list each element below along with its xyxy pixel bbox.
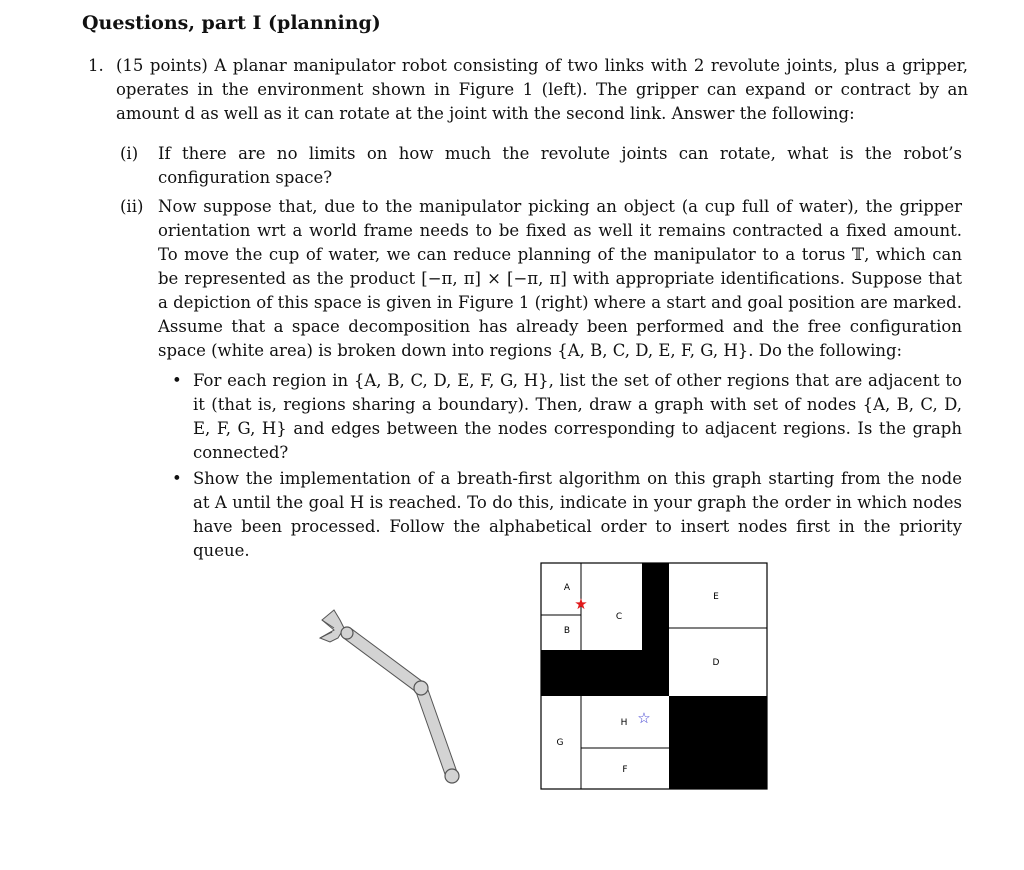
bullet-item: [172, 369, 962, 465]
part-ii-text: Now suppose that, due to the manipulator picking an object (a cup full of water), the gripper orientation wrt a world frame needs to be fixed as well it remains contracted a fixed amount. To move the cup of water, we can reduce planning of the manipulator to a torus 𝕋, which can be represented as the product [−π, π] × [−π, π] with appropriate identifications. Suppose that a depiction of this space is given in Figure 1 (right) where a start and goal position are marked. Assume that a space decomposition has already been performed and the free configuration space (white area) is broken down into regions {A, B, C, D, E, F, G, H}. Do the following:: [158, 197, 962, 360]
region-label-h: H: [620, 718, 628, 728]
region-label-c: C: [615, 612, 623, 622]
bullet-text: Show the implementation of a breath-first algorithm on this graph starting from the node at A until the goal H is reached. To do this, indicate in your graph the order in which nodes have been processed. Follow the alphabetical order to insert nodes first in the priority queue.: [193, 469, 962, 560]
question-number: 1.: [88, 56, 104, 75]
bullet-icon: •: [172, 469, 182, 488]
base-joint: [445, 769, 459, 783]
gripper-joint: [341, 627, 353, 639]
obstacle: [541, 650, 669, 696]
bullet-icon: •: [172, 371, 182, 390]
obstacle: [642, 563, 669, 650]
region-label-f: F: [622, 765, 628, 775]
region-label-d: D: [712, 658, 720, 668]
section-heading: Questions, part I (planning): [82, 12, 381, 34]
region-label-a: A: [563, 583, 571, 593]
part-i-label: (i): [120, 144, 139, 163]
part-i-text: If there are no limits on how much the revolute joints can rotate, what is the robot’s configuration space?: [158, 144, 962, 187]
gripper-icon: [320, 610, 344, 642]
robot-arm-figure: [300, 598, 470, 798]
goal-star-icon: ☆: [637, 709, 651, 727]
question-1-text: (15 points) A planar manipulator robot consisting of two links with 2 revolute joints, plus a gripper, operates in the environment shown in Figure 1 (left). The gripper can expand or contract by an amount d as well as it can rotate at the joint with the second link. Answer the following:: [116, 56, 968, 123]
bullet-text: For each region in {A, B, C, D, E, F, G, H}, list the set of other regions that are adjacent to it (that is, regions sharing a boundary). Then, draw a graph with set of nodes {A, B, C, D, E, F, G, H} and edges between the nodes corresponding to adjacent regions. Is the graph connected?: [193, 371, 962, 462]
part-ii-label: (ii): [120, 197, 144, 216]
part-i: [120, 142, 962, 190]
region-label-b: B: [563, 626, 571, 636]
robot-link-2: [347, 633, 421, 688]
obstacle: [669, 696, 767, 789]
part-ii: [120, 195, 962, 363]
region-label-g: G: [556, 738, 564, 748]
bullet-item: [172, 467, 962, 563]
elbow-joint: [414, 681, 428, 695]
region-label-e: E: [713, 592, 719, 602]
question-1: [88, 54, 968, 126]
robot-link-1: [421, 688, 452, 776]
configuration-space-figure: [540, 562, 768, 790]
start-star-icon: ★: [574, 595, 588, 613]
